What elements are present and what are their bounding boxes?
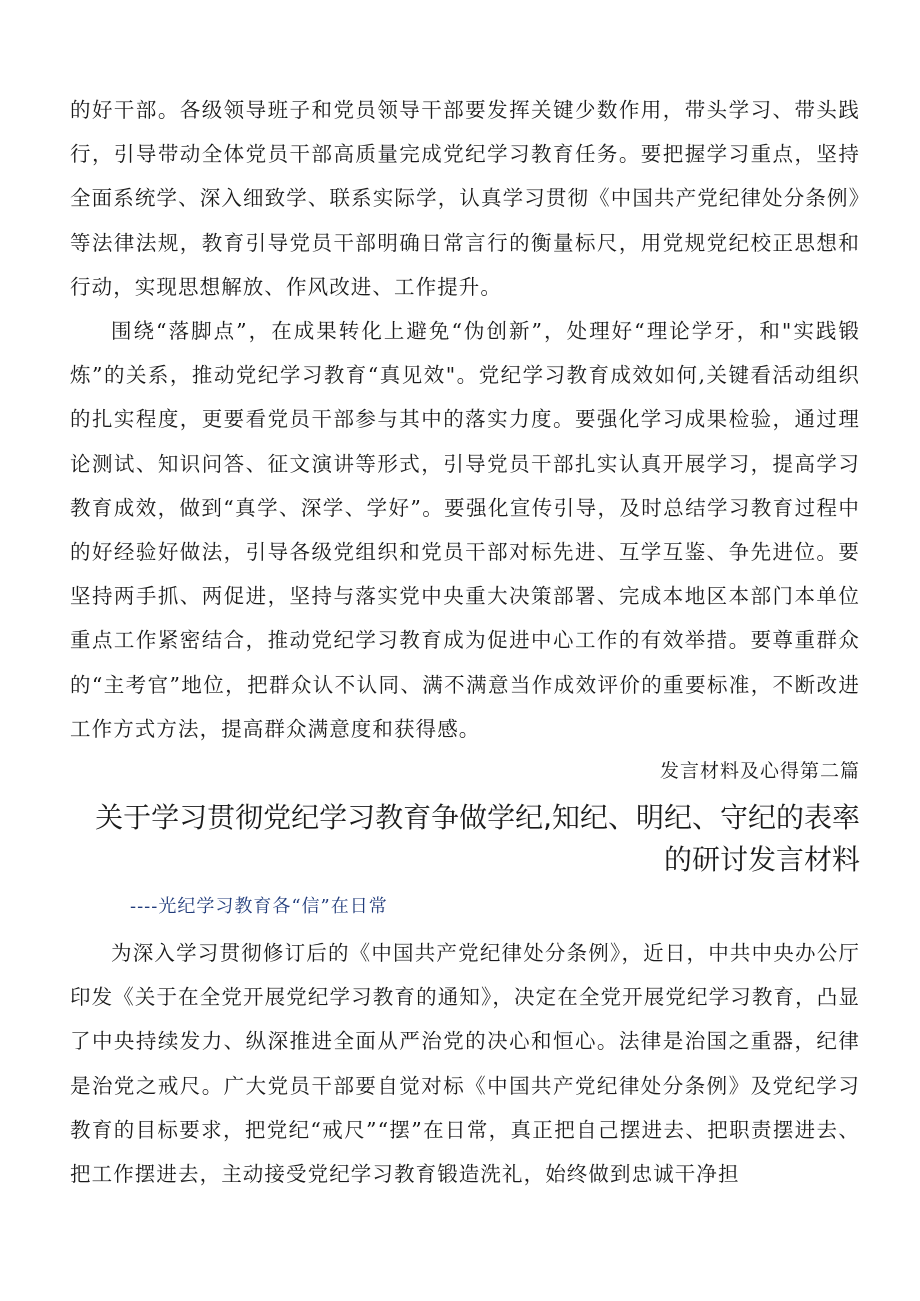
title-line-2: 的研讨发言材料 xyxy=(663,843,860,877)
article-subtitle: ----光纪学习教育各“信”在日常 xyxy=(130,896,388,918)
article-title xyxy=(70,797,860,881)
title-line-1: 关于学习贯彻党纪学习教育争做学纪,知纪、明纪、守纪的表率 xyxy=(95,801,860,835)
section-label: 发言材料及心得第二篇 xyxy=(659,760,860,783)
document-page xyxy=(70,88,860,1196)
paragraph-2: 围绕“落脚点”，在成果转化上避免“伪创新”，处理好“理论学牙，和"实践锻炼”的关系，推动党纪学习教育“真见效"。党纪学习教育成效如何,关键看活动组织的扎实程度，更要看党员干部参与其中的落实力度。要强化学习成果检验，通过理论测试、知识问答、征文演讲等形式，引导党员干部扎实认真开展学习，提高学习教育成效，做到“真学、深学、学好”。要强化宣传引导，及时总结学习教育过程中的好经验好做法，引导各级党组织和党员干部对标先进、互学互鉴、争先进位。要坚持两手抓、两促进，坚持与落实党中央重大决策部署、完成本地区本部门本单位重点工作紧密结合，推动党纪学习教育成为促进中心工作的有效举措。要尊重群众的“主考官”地位，把群众认不认同、满不满意当作成效评价的重要标准，不断改进工作方式方法，提高群众满意度和获得感。 xyxy=(70,319,860,741)
paragraph-1: 的好干部。各级领导班子和党员领导干部要发挥关键少数作用，带头学习、带头践行，引导带动全体党员干部高质量完成党纪学习教育任务。要把握学习重点，坚持全面系统学、深入细致学、联系实际学，认真学习贯彻《中国共产党纪律处分条例》等法律法规，教育引导党员干部明确日常言行的衡量标尺，用党规党纪校正思想和行动，实现思想解放、作风改进、工作提升。 xyxy=(70,98,860,299)
paragraph-3: 为深入学习贯彻修订后的《中国共产党纪律处分条例》，近日，中共中央办公厅印发《关于在全党开展党纪学习教育的通知》，决定在全党开展党纪学习教育，凸显了中央持续发力、纵深推进全面从严治党的决心和恒心。法律是治国之重器，纪律是治党之戒尺。广大党员干部要自觉对标《中国共产党纪律处分条例》及党纪学习教育的目标要求，把党纪“戒尺”“摆”在日常，真正把自己摆进去、把职责摆进去、把工作摆进去，主动接受党纪学习教育锻造洗礼，始终做到忠诚干净担 xyxy=(70,941,860,1187)
